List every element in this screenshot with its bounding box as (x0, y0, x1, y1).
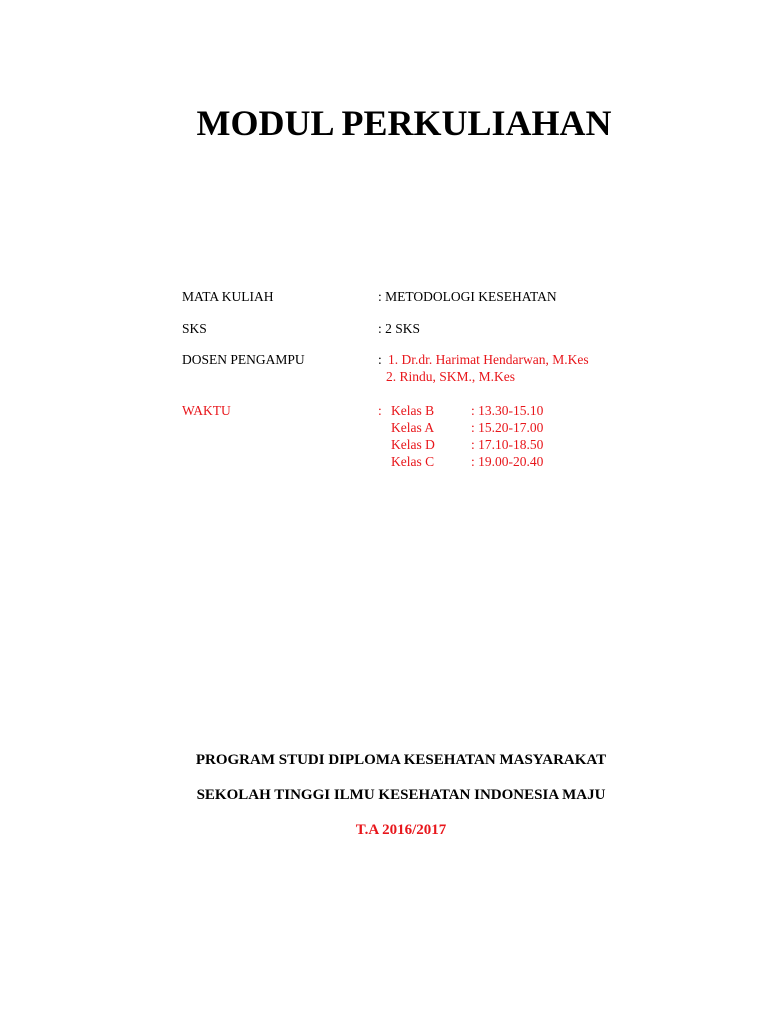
mata-kuliah-label: MATA KULIAH (182, 289, 274, 304)
schedule-class: Kelas B (391, 403, 435, 418)
dosen-label: DOSEN PENGAMPU (182, 352, 305, 367)
program-name: PROGRAM STUDI DIPLOMA KESEHATAN MASYARAKAT (195, 752, 607, 768)
academic-year: T.A 2016/2017 (355, 822, 447, 838)
mata-kuliah-value: : METODOLOGI KESEHATAN (378, 289, 557, 304)
document-title: MODUL PERKULIAHAN (196, 103, 612, 143)
schedule-time: : 13.30-15.10 (471, 403, 544, 418)
lecturer-2: 2. Rindu, SKM., M.Kes (386, 369, 516, 384)
waktu-colon: : (378, 403, 382, 418)
lecturer-1: 1. Dr.dr. Harimat Hendarwan, M.Kes (388, 352, 589, 367)
waktu-label: WAKTU (182, 403, 231, 418)
schedule-time: : 19.00-20.40 (471, 454, 544, 469)
sks-value: : 2 SKS (378, 321, 421, 336)
dosen-colon: : (378, 352, 386, 367)
schedule-time: : 17.10-18.50 (471, 437, 544, 452)
schedule-class: Kelas D (391, 437, 435, 452)
sks-label: SKS (182, 321, 207, 336)
schedule-class: Kelas C (391, 454, 435, 469)
schedule-time: : 15.20-17.00 (471, 420, 544, 435)
schedule-class: Kelas A (391, 420, 435, 435)
school-name: SEKOLAH TINGGI ILMU KESEHATAN INDONESIA MAJU (196, 787, 606, 803)
